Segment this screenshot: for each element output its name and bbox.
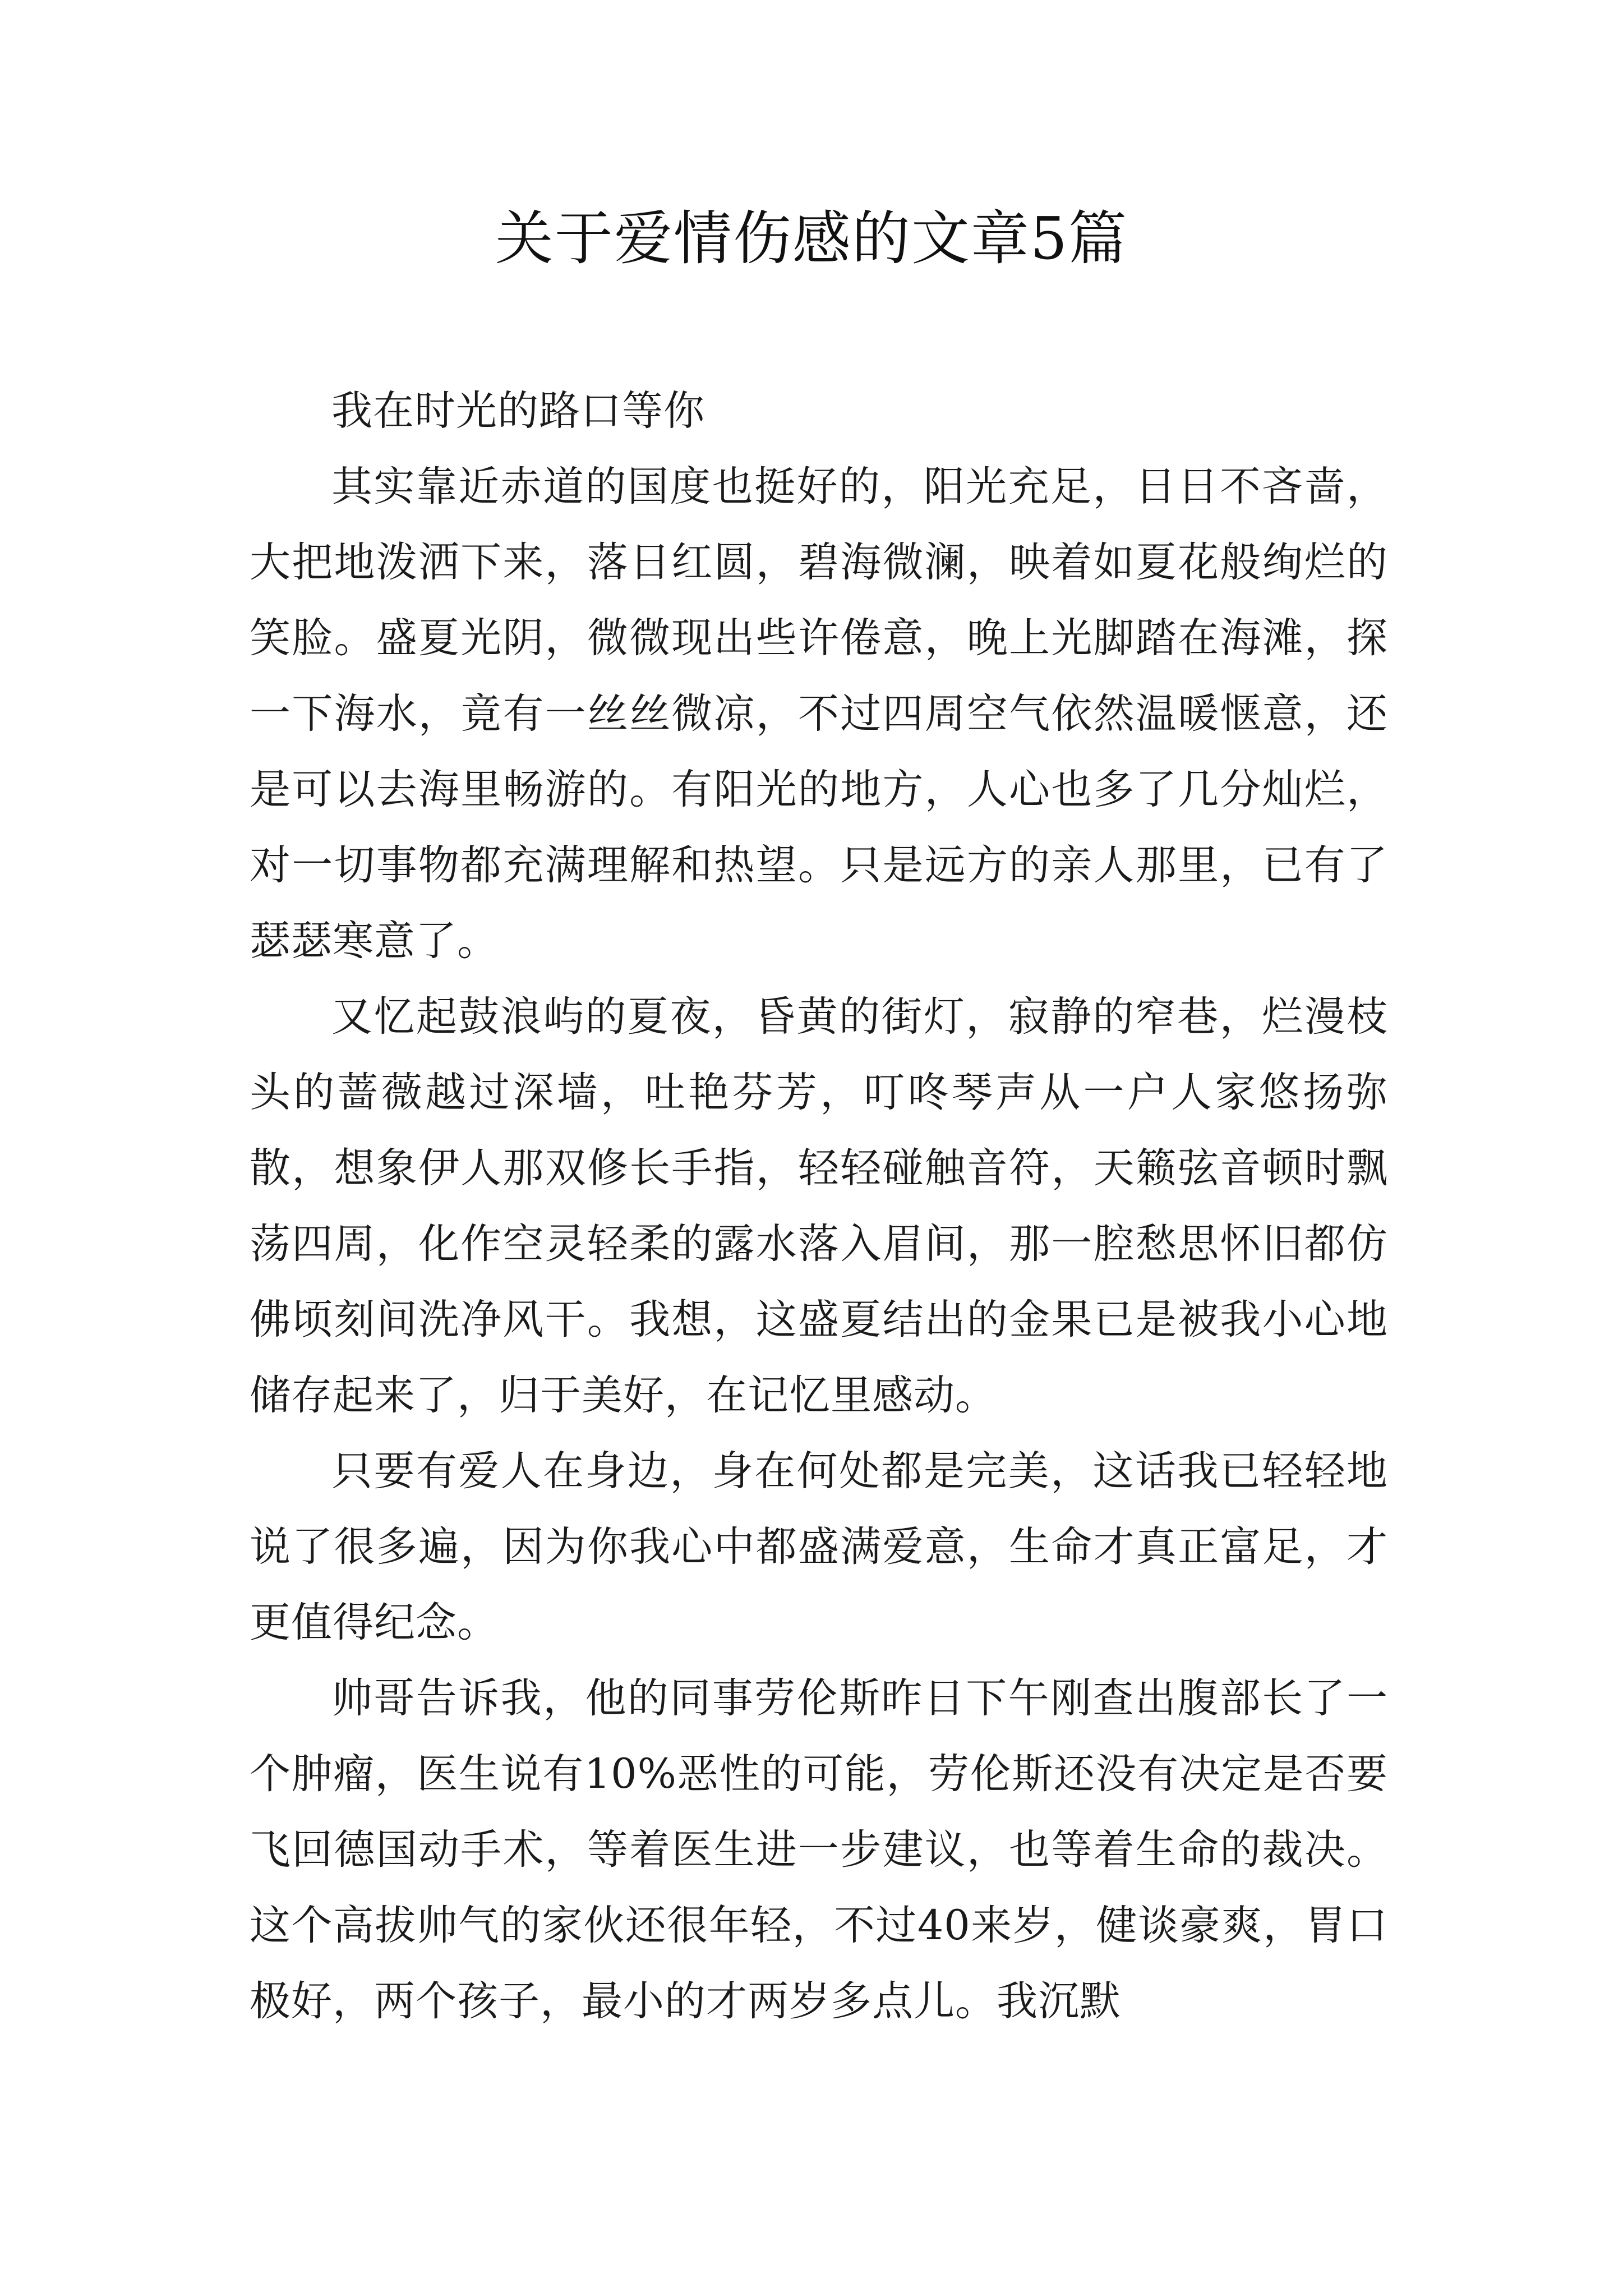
paragraph: 又忆起鼓浪屿的夏夜，昏黄的街灯，寂静的窄巷，烂漫枝头的蔷薇越过深墙，吐艳芬芳，叮咚琴声从一户人家悠扬弥散，想象伊人那双修长手指，轻轻碰触音符，天籁弦音顿时飘荡四周，化作空灵轻柔的露水落入眉间，那一腔愁思怀旧都仿佛顷刻间洗净风干。我想，这盛夏结出的金果已是被我小心地储存起来了，归于美好，在记忆里感动。 <box>250 993 1388 1419</box>
paragraph: 其实靠近赤道的国度也挺好的，阳光充足，日日不吝啬，大把地泼洒下来，落日红圆，碧海微澜，映着如夏花般绚烂的笑脸。盛夏光阴，微微现出些许倦意，晚上光脚踏在海滩，探一下海水，竟有一丝丝微凉，不过四周空气依然温暖惬意，还是可以去海里畅游的。有阳光的地方，人心也多了几分灿烂，对一切事物都充满理解和热望。只是远方的亲人那里，已有了瑟瑟寒意了。 <box>250 463 1388 965</box>
document-body <box>250 373 1388 2039</box>
section-heading: 我在时光的路口等你 <box>331 387 705 435</box>
paragraph: 帅哥告诉我，他的同事劳伦斯昨日下午刚查出腹部长了一个肿瘤，医生说有10%恶性的可能，劳伦斯还没有决定是否要飞回德国动手术，等着医生进一步建议，也等着生命的裁决。这个高拔帅气的家伙还很年轻，不过40来岁，健谈豪爽，胃口极好，两个孩子，最小的才两岁多点儿。我沉默 <box>250 1674 1388 2025</box>
document-title: 关于爱情伤感的文章5篇 <box>495 204 1128 273</box>
paragraph: 只要有爱人在身边，身在何处都是完美，这话我已轻轻地说了很多遍，因为你我心中都盛满爱意，生命才真正富足，才更值得纪念。 <box>250 1447 1388 1646</box>
